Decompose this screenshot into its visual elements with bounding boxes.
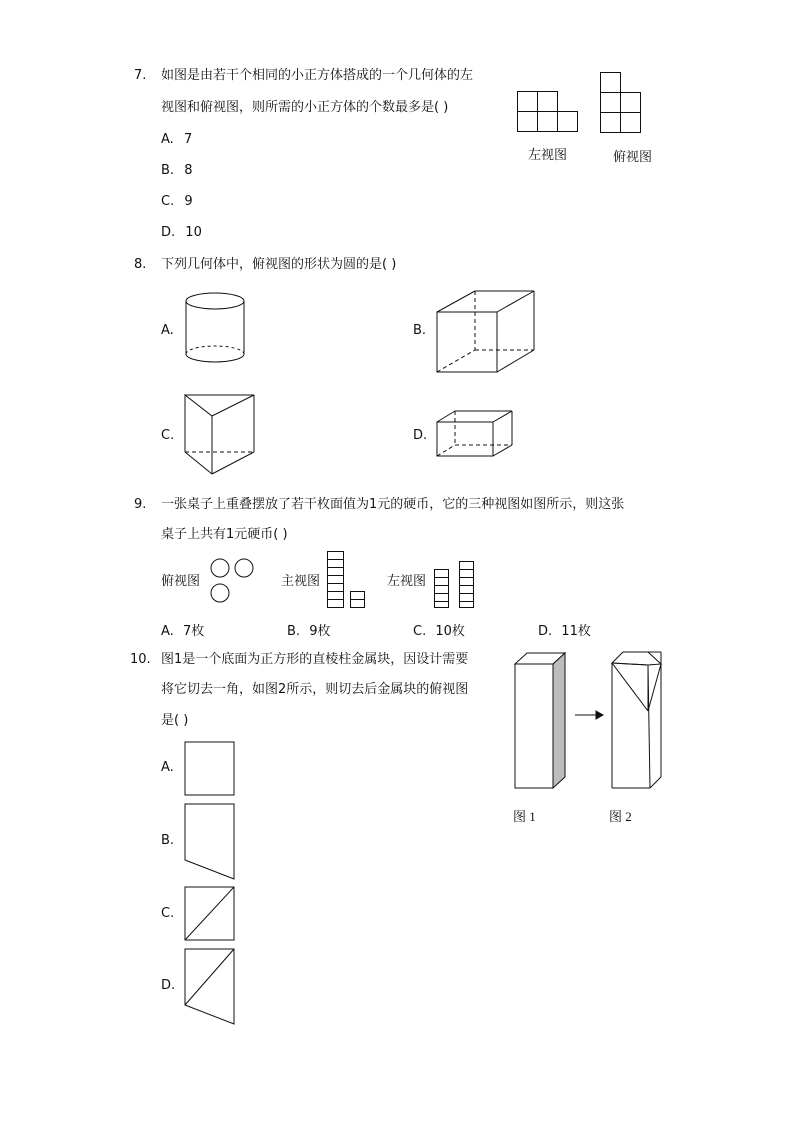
question-9-option-a[interactable] <box>161 620 204 639</box>
question-7-text-line1: 如图是由若干个相同的小正方体搭成的一个几何体的左 <box>161 68 474 83</box>
option-letter: C. <box>161 194 175 209</box>
top-view-caption: 俯视图 <box>613 150 653 165</box>
cylinder-icon <box>184 292 246 368</box>
option-value: 7 <box>183 132 193 147</box>
question-7-text-line2: 视图和俯视图，则所需的小正方体的个数最多是( ) <box>161 100 449 115</box>
trapezoid-diagonal-icon <box>184 948 236 1026</box>
square-icon <box>184 741 236 797</box>
cuboid-icon <box>436 410 514 458</box>
figure-1-prism-icon <box>514 652 568 792</box>
option-letter: D. <box>161 225 176 240</box>
figure-2-cut-prism-icon <box>610 651 664 791</box>
option-letter: B. <box>161 163 175 178</box>
option-value: 10枚 <box>435 624 465 639</box>
figure-2-caption: 图 2 <box>609 809 632 824</box>
option-letter: D. <box>538 624 553 639</box>
question-7-number: 7. <box>134 68 147 83</box>
question-7-option-b[interactable] <box>161 163 192 178</box>
coin-left-view-stack-icon <box>432 560 478 610</box>
figure-1-caption: 图 1 <box>513 809 536 824</box>
question-8-number: 8. <box>134 257 147 272</box>
coin-top-view-circles-icon <box>209 558 257 604</box>
option-value: 11枚 <box>561 624 591 639</box>
triangular-prism-icon <box>184 394 256 476</box>
question-10-text-line3: 是( ) <box>161 713 189 728</box>
question-10-text-line2: 将它切去一角，如图2所示，则切去后金属块的俯视图 <box>161 682 469 697</box>
question-8-text: 下列几何体中，俯视图的形状为圆的是( ) <box>161 257 397 272</box>
option-letter: C. <box>413 624 427 639</box>
top-view-grid-icon <box>600 72 642 134</box>
option-letter: B. <box>287 624 301 639</box>
question-7-option-a[interactable] <box>161 132 192 147</box>
question-8-option-d[interactable]: D. <box>413 428 428 443</box>
question-9-option-c[interactable] <box>413 620 465 639</box>
question-10-option-d[interactable]: D. <box>161 978 176 993</box>
question-9-text-line1: 一张桌子上重叠摆放了若干枚面值为1元的硬币，它的三种视图如图所示，则这张 <box>161 497 625 512</box>
option-value: 8 <box>184 163 193 178</box>
question-10-number: 10. <box>130 652 151 667</box>
question-10-option-b[interactable]: B. <box>161 833 175 848</box>
cube-icon <box>436 290 536 374</box>
question-9-option-d[interactable] <box>538 620 591 639</box>
question-7-option-d[interactable] <box>161 225 202 240</box>
option-value: 10 <box>185 225 202 240</box>
option-letter: A. <box>161 624 174 639</box>
coin-front-view-stack-icon <box>326 550 368 610</box>
square-diagonal-icon <box>184 886 236 942</box>
option-letter: A. <box>161 132 174 147</box>
question-7-option-c[interactable] <box>161 194 193 209</box>
question-10-option-a[interactable]: A. <box>161 760 174 775</box>
coin-left-view-label: 左视图 <box>387 574 427 589</box>
option-value: 9枚 <box>309 624 331 639</box>
question-10-text-line1: 图1是一个底面为正方形的直棱柱金属块，因设计需要 <box>161 652 469 667</box>
left-view-grid-icon <box>517 91 579 133</box>
trapezoid-icon <box>184 803 236 881</box>
arrow-right-icon <box>574 709 604 721</box>
option-value: 7枚 <box>182 624 205 639</box>
coin-front-view-label: 主视图 <box>281 574 321 589</box>
left-view-caption: 左视图 <box>528 148 568 163</box>
question-8-option-b[interactable]: B. <box>413 323 427 338</box>
question-8-option-c[interactable]: C. <box>161 428 175 443</box>
question-9-number: 9. <box>134 497 147 512</box>
option-value: 9 <box>184 194 193 209</box>
question-10-option-c[interactable]: C. <box>161 906 175 921</box>
question-9-text-line2: 桌子上共有1元硬币( ) <box>161 527 288 542</box>
coin-top-view-label: 俯视图 <box>161 574 201 589</box>
question-9-option-b[interactable] <box>287 620 330 639</box>
question-8-option-a[interactable]: A. <box>161 323 174 338</box>
